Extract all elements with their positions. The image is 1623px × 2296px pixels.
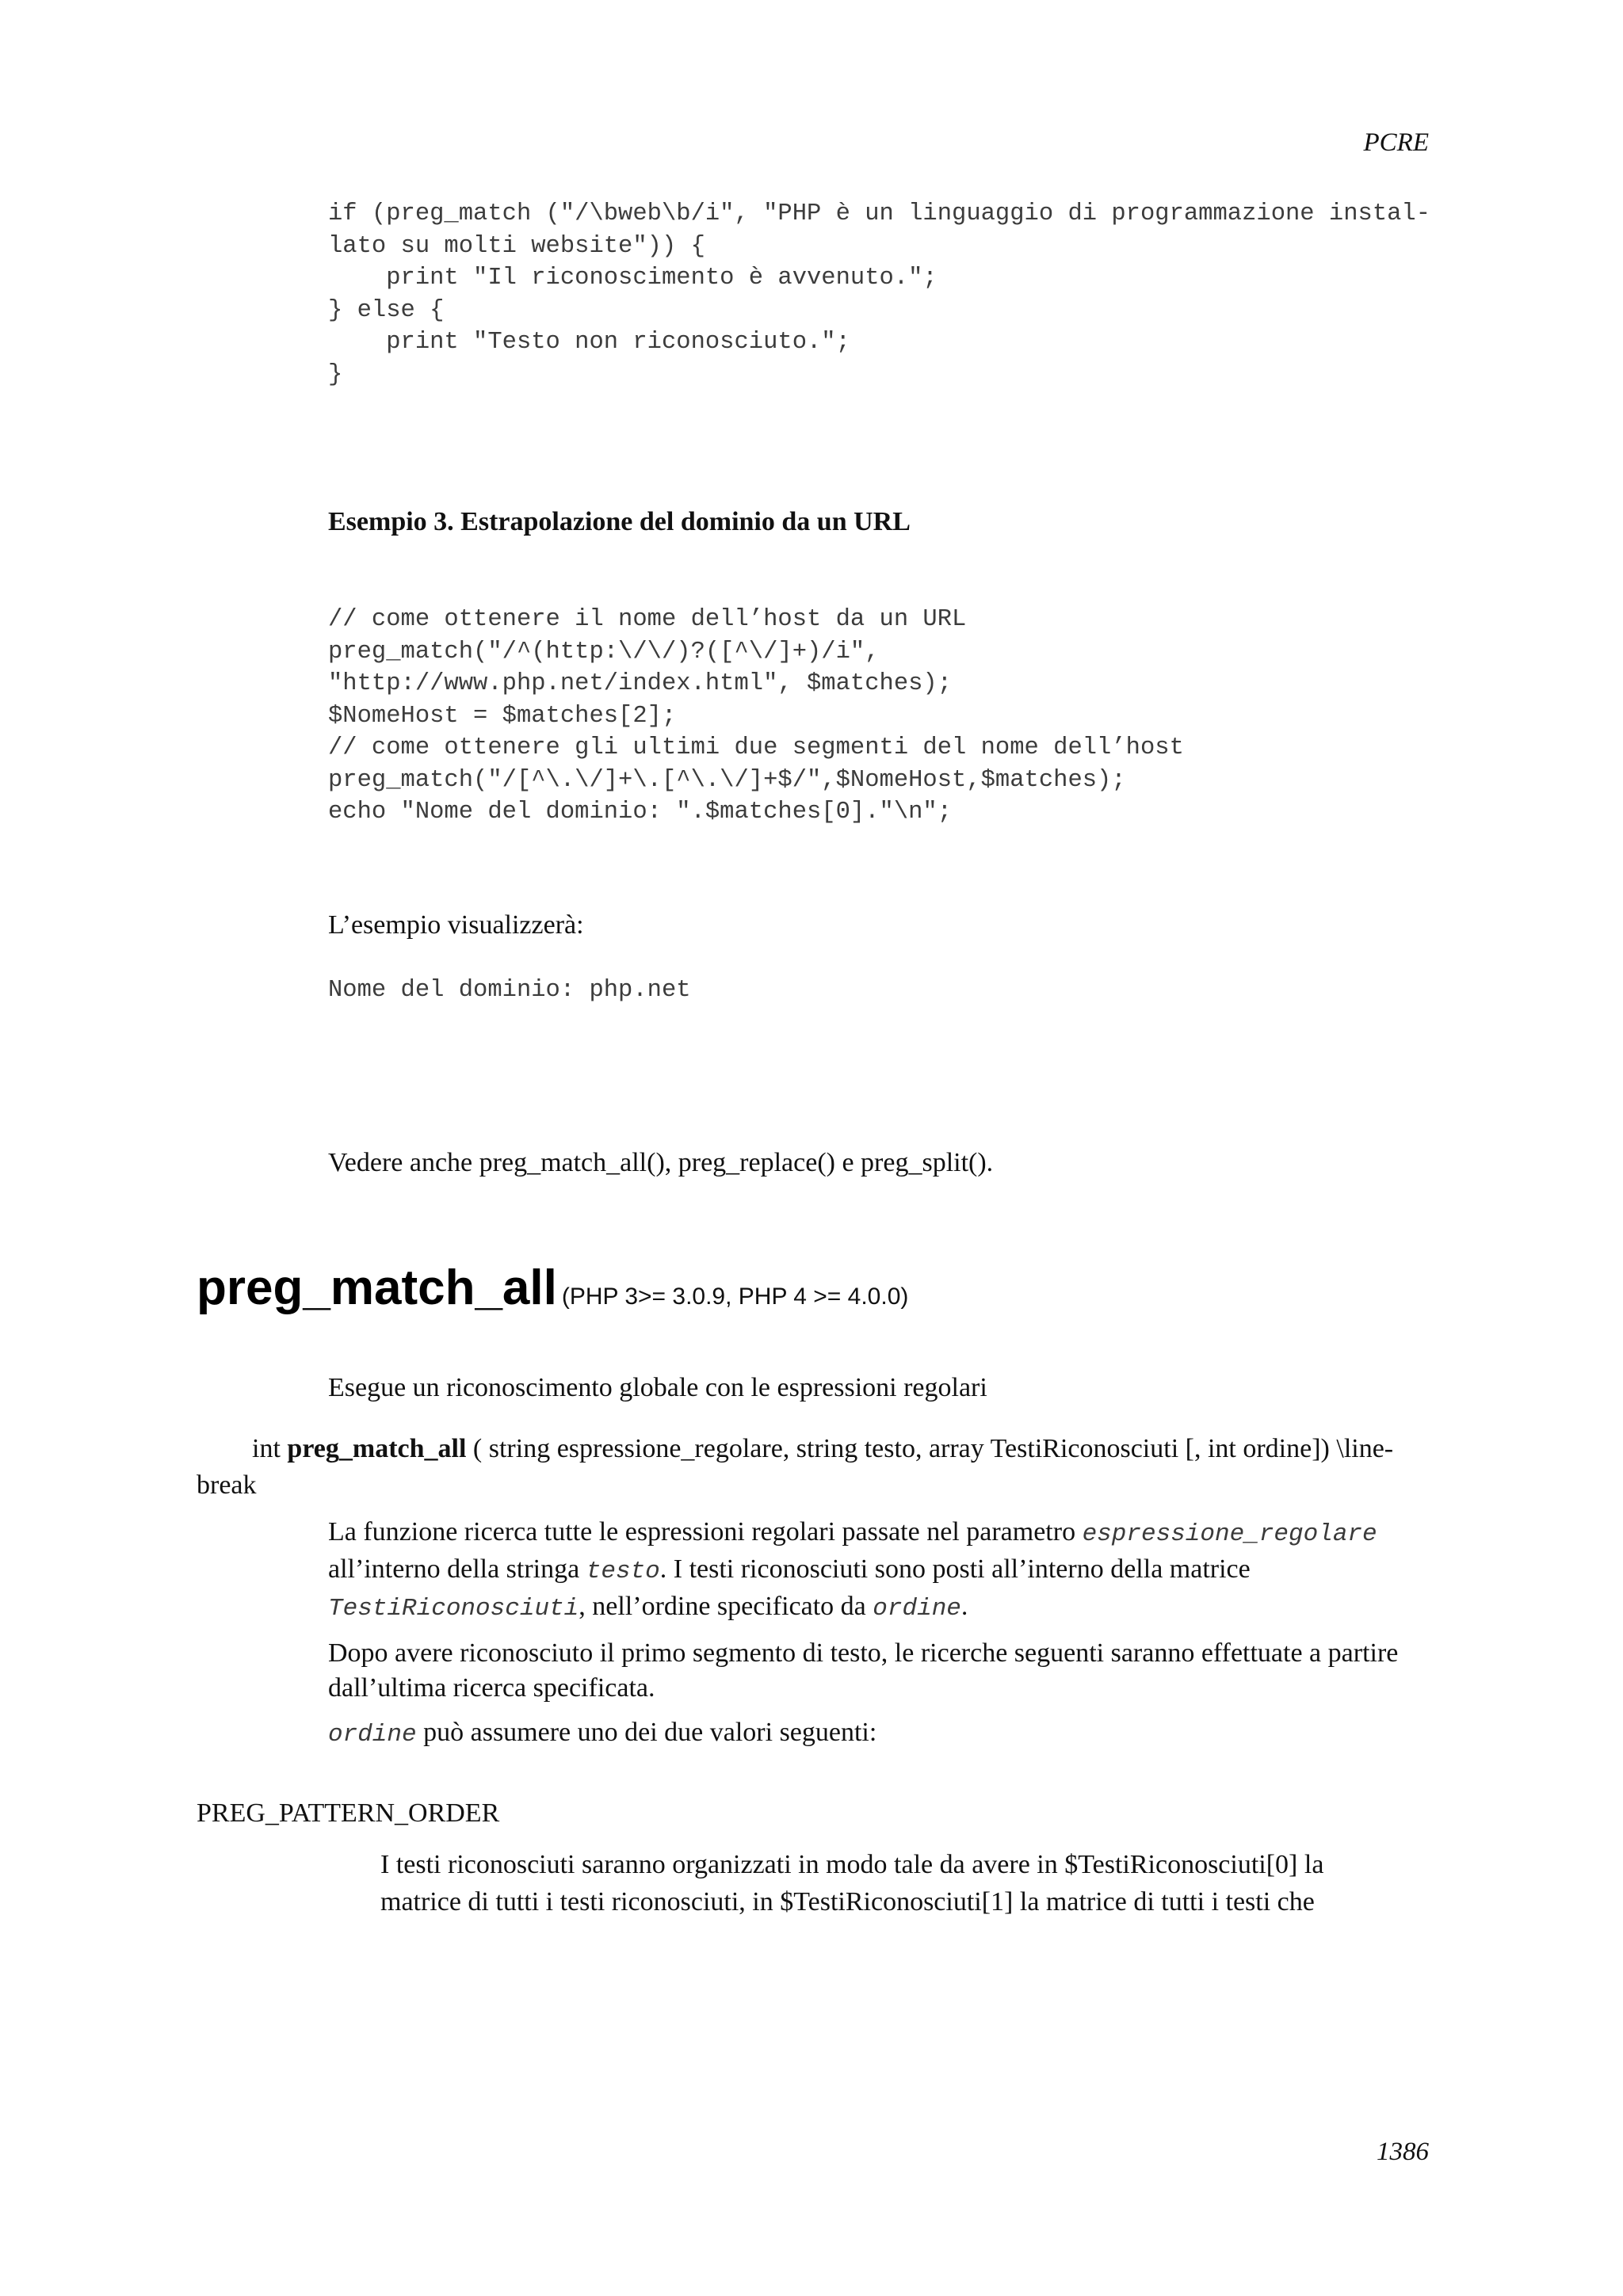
order-term: PREG_PATTERN_ORDER	[197, 1798, 500, 1828]
function-synopsis	[197, 1431, 1433, 1504]
function-description	[328, 1515, 1438, 1762]
synopsis-return-type: int	[252, 1434, 281, 1463]
description-paragraph-3: ordine può assumere uno dei due valori seguenti:	[328, 1718, 877, 1749]
see-also-text: Vedere anche preg_match_all(), preg_replace() e preg_split().	[328, 1148, 994, 1177]
function-heading	[197, 1260, 908, 1316]
order-term-definition: I testi riconosciuti saranno organizzati in modo tale da avere in $TestiRiconosciuti[0] la matrice di tutti i testi riconosciuti, in $TestiRiconosciuti[1] la matrice di tutti i testi che	[380, 1850, 1324, 1917]
page-number: 1386	[1377, 2138, 1429, 2166]
code-block-example-3: // come ottenere il nome dell’host da un URL preg_match("/^(http:\/\/)?([^\/]+)/i", "http://www.php.net/index.html", $matches); $NomeHost = $matches[2]; // come ottenere gli ultimi due segmenti del nome dell’host preg_match("/[^\.\/]+\.[^\.\/]+$/",$NomeHost,$matches); echo "Nome del dominio: ".$matches[0]."\n";	[328, 606, 1184, 826]
synopsis-function-name: preg_match_all	[287, 1434, 467, 1463]
description-paragraph-1: La funzione ricerca tutte le espressioni regolari passate nel parametro espressione_regolare all’interno della stringa testo. I testi riconosciuti sono posti all’interno della matrice TestiRiconosciuti, nell’ordine specificato da ordine.	[328, 1517, 1377, 1623]
synopsis-arguments: ( string espressione_regolare, string testo, array TestiRiconosciuti [, int ordine]) \line-	[472, 1434, 1394, 1463]
running-header: PCRE	[1363, 128, 1429, 157]
example-title: Esempio 3. Estrapolazione del dominio da un URL	[328, 507, 911, 536]
param-testo: testo	[586, 1558, 660, 1585]
param-ordine: ordine	[873, 1595, 961, 1623]
description-paragraph-2: Dopo avere riconosciuto il primo segmento di testo, le ricerche seguenti saranno effettuate a partire dall’ultima ricerca specificata.	[328, 1638, 1399, 1703]
synopsis-continuation: break	[197, 1470, 257, 1500]
param-ordine: ordine	[328, 1721, 417, 1749]
param-testi-riconosciuti: TestiRiconosciuti	[328, 1595, 579, 1623]
output-intro: L’esempio visualizzerà:	[328, 910, 584, 940]
function-purpose: Esegue un riconoscimento globale con le espressioni regolari	[328, 1373, 987, 1402]
param-espressione-regolare: espressione_regolare	[1082, 1520, 1377, 1548]
function-name: preg_match_all	[197, 1261, 557, 1315]
function-version: (PHP 3>= 3.0.9, PHP 4 >= 4.0.0)	[561, 1283, 909, 1310]
code-output: Nome del dominio: php.net	[328, 977, 691, 1004]
code-block-example-2: if (preg_match ("/\bweb\b/i", "PHP è un linguaggio di programmazione instal- lato su molti website")) { print "Il riconoscimento è avvenuto."; } else { print "Testo non riconosciuto."; }	[328, 200, 1431, 388]
